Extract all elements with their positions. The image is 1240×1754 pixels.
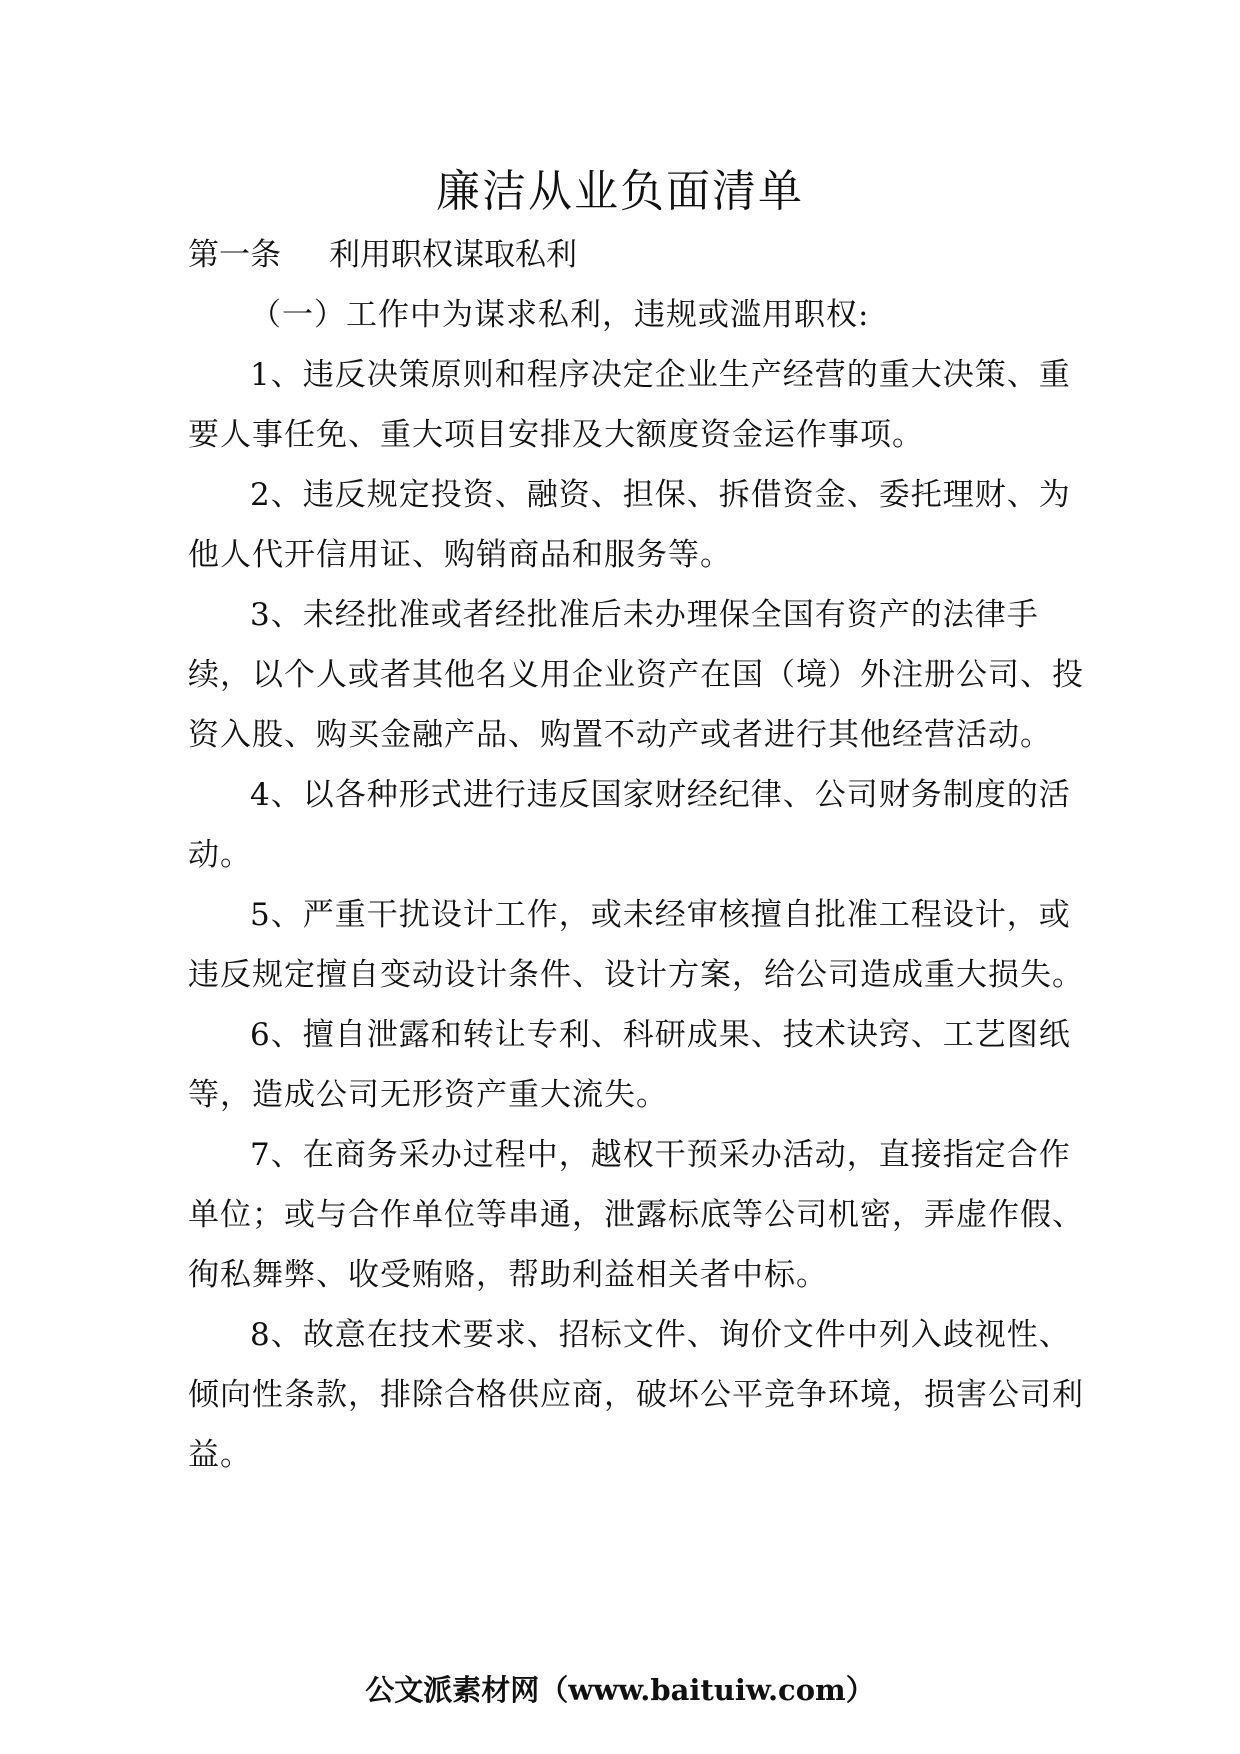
source-footer: 公文派素材网（www.baituiw.com） (365, 1673, 875, 1707)
paragraph-item-3: 3、未经批准或者经批准后未办理保全国有资产的法律手续，以个人或者其他名义用企业资产在国（境）外注册公司、投资入股、购买金融产品、购置不动产或者进行其他经营活动。 (188, 597, 1084, 753)
document-title: 廉洁从业负面清单 (436, 166, 804, 217)
paragraph-item-2: 2、违反规定投资、融资、担保、拆借资金、委托理财、为他人代开信用证、购销商品和服务等。 (188, 477, 1071, 573)
paragraph-item-1: 1、违反决策原则和程序决定企业生产经营的重大决策、重要人事任免、重大项目安排及大额度资金运作事项。 (188, 357, 1071, 453)
paragraph-item-8: 8、故意在技术要求、招标文件、询价文件中列入歧视性、倾向性条款，排除合格供应商，破坏公平竞争环境，损害公司利益。 (188, 1317, 1084, 1473)
paragraph-item-7: 7、在商务采办过程中，越权干预采办活动，直接指定合作单位；或与合作单位等串通，泄露标底等公司机密，弄虚作假、徇私舞弊、收受贿赂，帮助利益相关者中标。 (188, 1137, 1084, 1293)
paragraph-intro: （一）工作中为谋求私利，违规或滥用职权: (250, 297, 870, 333)
paragraph-item-4: 4、以各种形式进行违反国家财经纪律、公司财务制度的活动。 (188, 777, 1071, 873)
article-number: 第一条 (188, 237, 281, 273)
paragraph-item-6: 6、擅自泄露和转让专利、科研成果、技术诀窍、工艺图纸等，造成公司无形资产重大流失。 (188, 1017, 1071, 1113)
article-heading (188, 232, 577, 278)
article-title: 利用职权谋取私利 (329, 237, 577, 273)
document-body (188, 285, 1088, 1485)
paragraph-item-5: 5、严重干扰设计工作，或未经审核擅自批准工程设计，或违反规定擅自变动设计条件、设计方案，给公司造成重大损失。 (188, 897, 1084, 993)
